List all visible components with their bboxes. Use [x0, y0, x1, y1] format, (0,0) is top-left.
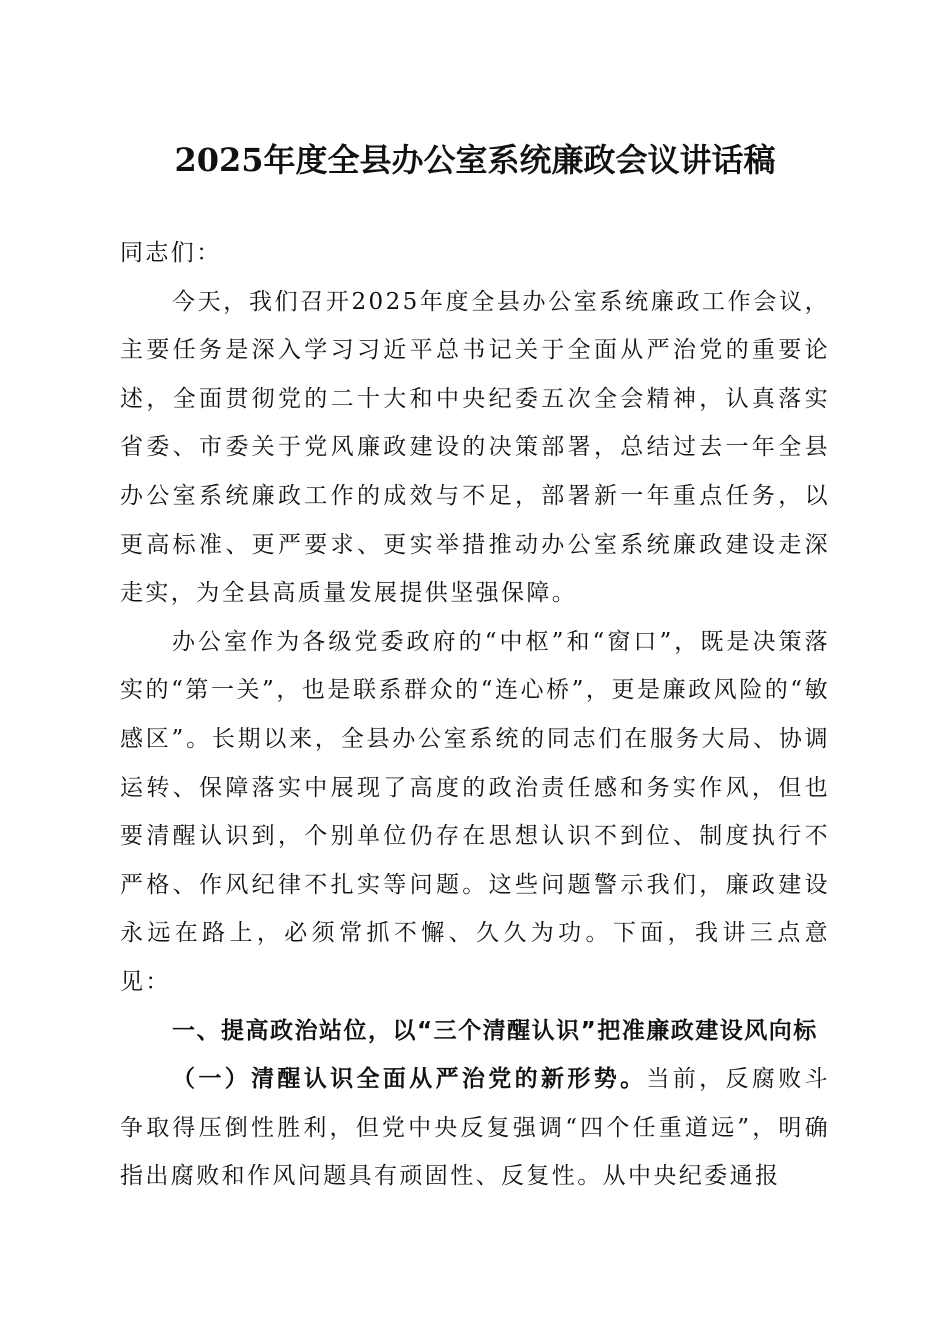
paragraph-intro: 今天，我们召开2025年度全县办公室系统廉政工作会议，主要任务是深入学习习近平总书记关于全面从严治党的重要论述，全面贯彻党的二十大和中央纪委五次全会精神，认真落实省委、市委关于党风廉政建设的决策部署，总结过去一年全县办公室系统廉政工作的成效与不足，部署新一年重点任务，以更高标准、更严要求、更实举措推动办公室系统廉政建设走深走实，为全县高质量发展提供坚强保障。 [120, 288, 830, 607]
subsection-text-1: 当前，反腐败斗争取得压倒性胜利，但党中央反复强调“四个任重道远”，明确指出腐败和作风问题具有顽固性、反复性。从中央纪委通报 [120, 1066, 830, 1190]
document-body [120, 229, 830, 1201]
paragraph-background: 办公室作为各级党委政府的“中枢”和“窗口”，既是决策落实的“第一关”，也是联系群众的“连心桥”，更是廉政风险的“敏感区”。长期以来，全县办公室系统的同志们在服务大局、协调运转、保障落实中展现了高度的政治责任感和务实作风，但也要清醒认识到，个别单位仍存在思想认识不到位、制度执行不严格、作风纪律不扎实等问题。这些问题警示我们，廉政建设永远在路上，必须常抓不懈、久久为功。下面，我讲三点意见： [120, 628, 830, 995]
section-heading-1: 一、提高政治站位，以“三个清醒认识”把准廉政建设风向标 [172, 1017, 818, 1044]
subsection-1 [120, 1055, 830, 1201]
subsection-heading-1: （一）清醒认识全面从严治党的新形势。 [172, 1065, 647, 1093]
salutation: 同志们： [120, 240, 222, 266]
document-title: 2025年度全县办公室系统廉政会议讲话稿 [174, 141, 776, 179]
